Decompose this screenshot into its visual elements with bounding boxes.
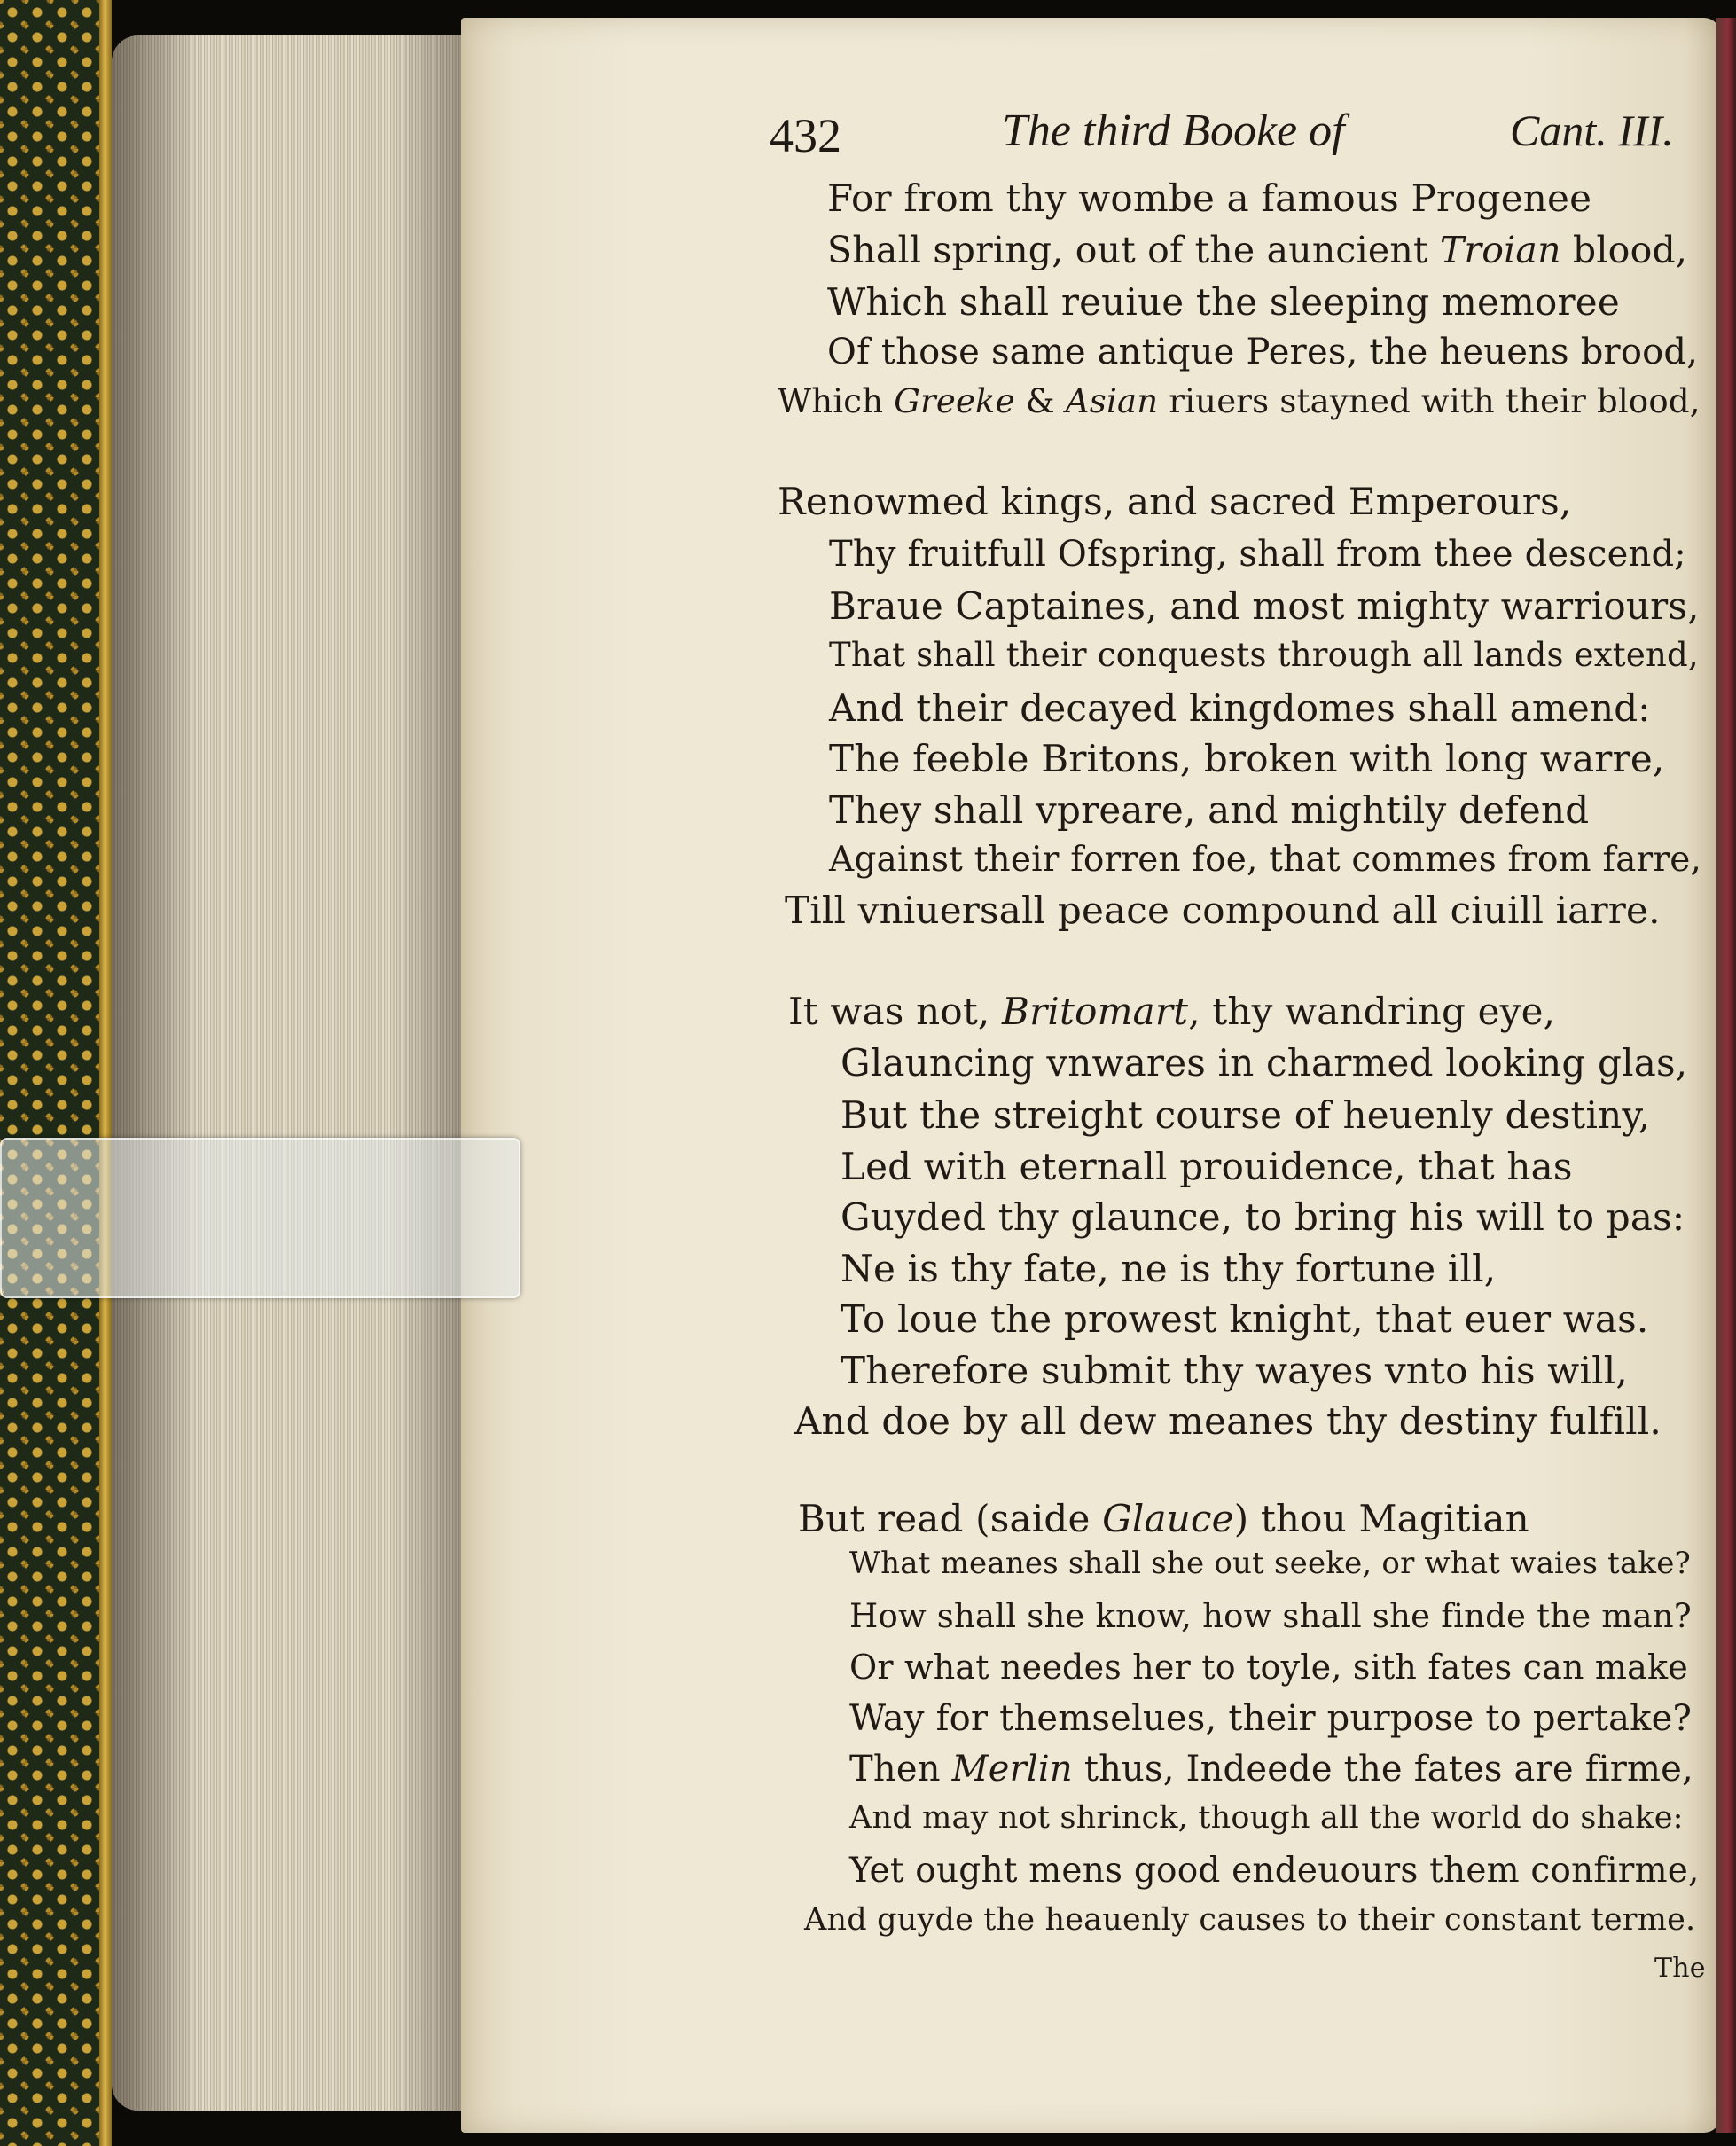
line-text: And doe by all dew meanes thy destiny fulfill.: [794, 1399, 1662, 1443]
line-text: It was not,: [788, 990, 1003, 1033]
verse-line: [827, 176, 1592, 220]
line-text: Or what needes her to toyle, sith fates can make: [849, 1648, 1688, 1687]
line-text: Till vniuersall peace compound all ciuill iarre.: [785, 889, 1661, 932]
verse-line: [827, 280, 1620, 324]
line-text: , thy wandring eye,: [1188, 990, 1556, 1033]
line-text: And their decayed kingdomes shall amend:: [829, 686, 1651, 730]
gilt-cover-edge: [99, 0, 112, 2146]
verse-line: [849, 1597, 1692, 1635]
line-text: Guyded thy glaunce, to bring his will to pas:: [841, 1195, 1685, 1239]
decorative-cover-board: [0, 0, 106, 2146]
verse-line: [827, 229, 1688, 271]
verse-line: [788, 990, 1556, 1033]
line-text: Which: [778, 382, 895, 420]
verse-line: [829, 840, 1702, 880]
line-text: Therefore submit thy wayes vnto his will,: [841, 1349, 1628, 1392]
verse-line: [841, 1349, 1628, 1392]
verse-line: [794, 1399, 1662, 1443]
line-text: Against their forren foe, that commes from farre,: [829, 840, 1702, 880]
line-text: What meanes shall she out seeke, or what waies take?: [849, 1546, 1691, 1581]
verse-line: [829, 686, 1651, 730]
page-edges-shadow: [112, 35, 462, 2111]
line-text: To loue the prowest knight, that euer was.: [841, 1297, 1649, 1341]
page-right-edge: [1716, 18, 1736, 2133]
line-text: blood,: [1560, 229, 1688, 271]
verse-line: [829, 636, 1699, 674]
line-text: The feeble Britons, broken with long warre,: [829, 737, 1665, 780]
line-text: Yet ought mens good endeuours them confirme,: [849, 1851, 1700, 1891]
catchword: The: [1654, 1953, 1706, 1984]
verse-line: [841, 1297, 1649, 1341]
verse-line: [849, 1749, 1693, 1790]
line-text: riuers stayned with their blood,: [1158, 382, 1701, 420]
line-text: And may not shrinck, though all the world do shake:: [849, 1800, 1684, 1836]
line-text: How shall she know, how shall she finde the man?: [849, 1597, 1692, 1635]
verse-line: [829, 788, 1590, 832]
italic-name: Merlin: [951, 1749, 1073, 1790]
verse-line: [849, 1800, 1684, 1836]
line-text: Thy fruitfull Ofspring, shall from thee descend;: [829, 534, 1686, 575]
line-text: Led with eternall prouidence, that has: [841, 1145, 1573, 1188]
line-text: But read (saide: [798, 1497, 1103, 1540]
verse-line: [849, 1851, 1700, 1891]
italic-name: Troian: [1439, 229, 1561, 271]
running-title: The third Booke of: [1002, 106, 1345, 156]
verse-line: [785, 889, 1661, 932]
line-text: Then: [849, 1749, 952, 1790]
canto-label: Cant. III.: [1510, 106, 1674, 155]
line-text: ) thou Magitian: [1233, 1497, 1529, 1540]
verse-line: [804, 1902, 1696, 1938]
acrylic-clamp: [0, 1138, 520, 1298]
line-text: Ne is thy fate, ne is thy fortune ill,: [841, 1247, 1497, 1290]
line-text: Glauncing vnwares in charmed looking glas,: [841, 1041, 1688, 1085]
line-text: And guyde the heauenly causes to their constant terme.: [804, 1902, 1696, 1938]
verse-line: [849, 1698, 1693, 1739]
italic-name: Britomart: [1002, 990, 1189, 1033]
verse-line: [841, 1195, 1685, 1239]
line-text: &: [1014, 382, 1066, 420]
line-text: But the streight course of heuenly destiny,: [841, 1093, 1651, 1137]
italic-name: Glauce: [1102, 1497, 1234, 1540]
italic-name: Greeke: [894, 382, 1015, 420]
page-number: 432: [770, 109, 841, 162]
verse-line: [841, 1247, 1497, 1290]
verse-line: [778, 382, 1701, 420]
line-text: Which shall reuiue the sleeping memoree: [827, 280, 1620, 324]
line-text: Renowmed kings, and sacred Emperours,: [778, 480, 1572, 523]
verse-line: [841, 1093, 1651, 1137]
verse-line: [798, 1497, 1529, 1540]
line-text: They shall vpreare, and mightily defend: [829, 788, 1590, 832]
line-text: Of those same antique Peres, the heuens brood,: [827, 332, 1699, 372]
line-text: Braue Captaines, and most mighty warriours,: [829, 584, 1700, 628]
verse-line: [829, 584, 1700, 628]
italic-name: Asian: [1065, 382, 1159, 420]
verse-line: [778, 480, 1572, 523]
line-text: Way for themselues, their purpose to pertake?: [849, 1698, 1693, 1739]
verse-line: [841, 1041, 1688, 1085]
line-text: That shall their conquests through all lands extend,: [829, 636, 1699, 674]
verse-line: [849, 1648, 1688, 1687]
line-text: For from thy wombe a famous Progenee: [827, 176, 1592, 220]
verse-line: [841, 1145, 1573, 1188]
verse-line: [829, 534, 1686, 575]
verse-line: [849, 1546, 1691, 1581]
line-text: Shall spring, out of the auncient: [827, 229, 1440, 271]
verse-line: [827, 334, 1698, 370]
line-text: thus, Indeede the fates are firme,: [1072, 1749, 1693, 1790]
verse-line: [829, 737, 1665, 780]
